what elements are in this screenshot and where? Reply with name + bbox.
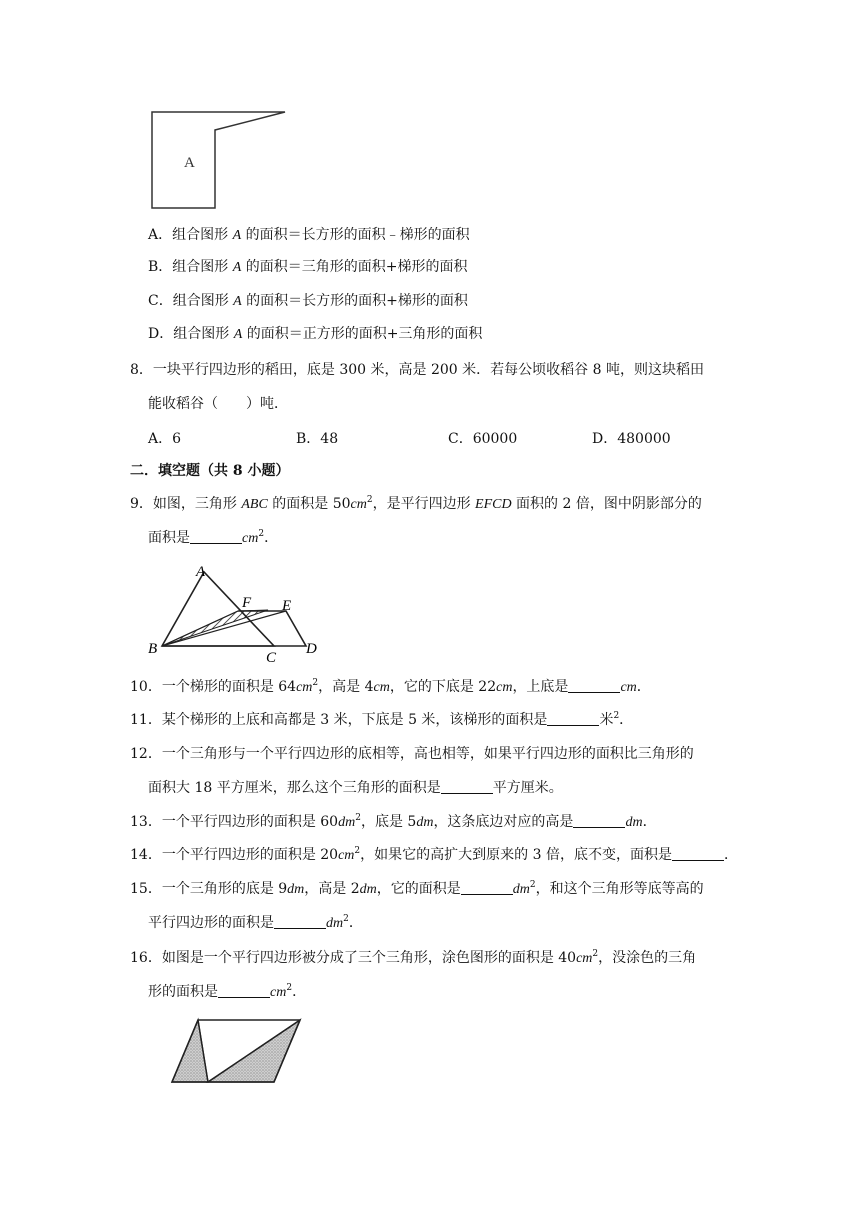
point-label-a: A — [196, 564, 206, 580]
point-label-c: C — [266, 650, 277, 664]
segment-be — [162, 611, 286, 646]
q15-answer-blank-1[interactable] — [461, 880, 513, 895]
q12-answer-blank[interactable] — [441, 779, 493, 794]
q8-question-line1: 8．一块平行四边形的稻田，底是 300 米，高是 200 米．若每公顷收稻谷 8 吨，则这块稻田 — [130, 362, 704, 378]
q13-answer-blank[interactable] — [573, 813, 625, 828]
figure-label-a: A — [184, 155, 195, 171]
q9-question-line1: 9．如图，三角形 ABC 的面积是 $50cm^2$，是平行四边形 EFCD 面积的 2 倍，图中阴影部分的 — [130, 495, 702, 512]
figure-parallelogram-shaded — [166, 1012, 310, 1092]
q7-option-a[interactable]: A．组合图形 A 的面积＝长方形的面积﹣梯形的面积 — [148, 227, 470, 243]
q8-option-a[interactable]: A．6 — [148, 431, 182, 447]
point-label-e: E — [282, 598, 292, 614]
q14-answer-blank[interactable] — [672, 846, 724, 861]
q16-answer-blank[interactable] — [218, 983, 270, 998]
q15-question-line2: 平行四边形的面积是 $dm^2$． — [148, 914, 363, 931]
q14-question: 14．一个平行四边形的面积是 $20cm^2$，如果它的高扩大到原来的 3 倍，底不变，面积是 ． — [130, 846, 738, 863]
figure-triangle-parallelogram — [146, 560, 326, 664]
q7-option-d[interactable]: D．组合图形 A 的面积＝正方形的面积+三角形的面积 — [148, 326, 483, 342]
q7-option-b[interactable]: B．组合图形 A 的面积＝三角形的面积+梯形的面积 — [148, 259, 468, 275]
q11-question: 11．某个梯形的上底和高都是 3 米，下底是 5 米，该梯形的面积是 米$^2$． — [130, 711, 634, 728]
q9-answer-blank[interactable] — [190, 529, 242, 544]
q12-question-line1: 12．一个三角形与一个平行四边形的底相等，高也相等，如果平行四边形的面积比三角形的 — [130, 746, 694, 762]
q13-question: 13．一个平行四边形的面积是 $60dm^2$，底是 5dm，这条底边对应的高是 dm． — [130, 813, 657, 830]
q12-question-line2: 面积大 18 平方厘米，那么这个三角形的面积是 平方厘米。 — [148, 780, 563, 796]
point-label-f: F — [242, 595, 252, 611]
point-label-b: B — [148, 641, 158, 657]
q10-question: 10．一个梯形的面积是 $64cm^2$，高是 4cm，它的下底是 22cm，上底是 cm． — [130, 678, 651, 695]
q8-option-d[interactable]: D．480000 — [592, 431, 671, 447]
q7-option-c[interactable]: C．组合图形 A 的面积＝长方形的面积+梯形的面积 — [148, 293, 468, 309]
q15-answer-blank-2[interactable] — [274, 914, 326, 929]
section-heading-fill-blank: 二．填空题（共 8 小题） — [130, 463, 290, 479]
q16-question-line2: 形的面积是 $cm^2$． — [148, 983, 307, 1000]
q8-question-line2: 能收稻谷（ ）吨． — [148, 396, 288, 412]
q10-answer-blank[interactable] — [568, 678, 620, 693]
figure-composite-a — [140, 100, 300, 220]
composite-shape-outline — [152, 112, 285, 208]
point-label-d: D — [306, 641, 317, 657]
q9-question-line2: 面积是 $cm^2$． — [148, 529, 279, 546]
triangle-abc — [162, 572, 274, 646]
q15-question-line1: 15．一个三角形的底是 9dm，高是 2dm，它的面积是 $dm^2$，和这个三角形等底等高的 — [130, 880, 704, 897]
shaded-region — [162, 610, 268, 646]
q8-option-b[interactable]: B．48 — [296, 431, 339, 447]
q16-question-line1: 16．如图是一个平行四边形被分成了三个三角形，涂色图形的面积是 $40cm^2$，没涂色的三角 — [130, 949, 697, 966]
q11-answer-blank[interactable] — [547, 711, 599, 726]
q8-option-c[interactable]: C．60000 — [448, 431, 518, 447]
segment-bf — [162, 611, 238, 646]
